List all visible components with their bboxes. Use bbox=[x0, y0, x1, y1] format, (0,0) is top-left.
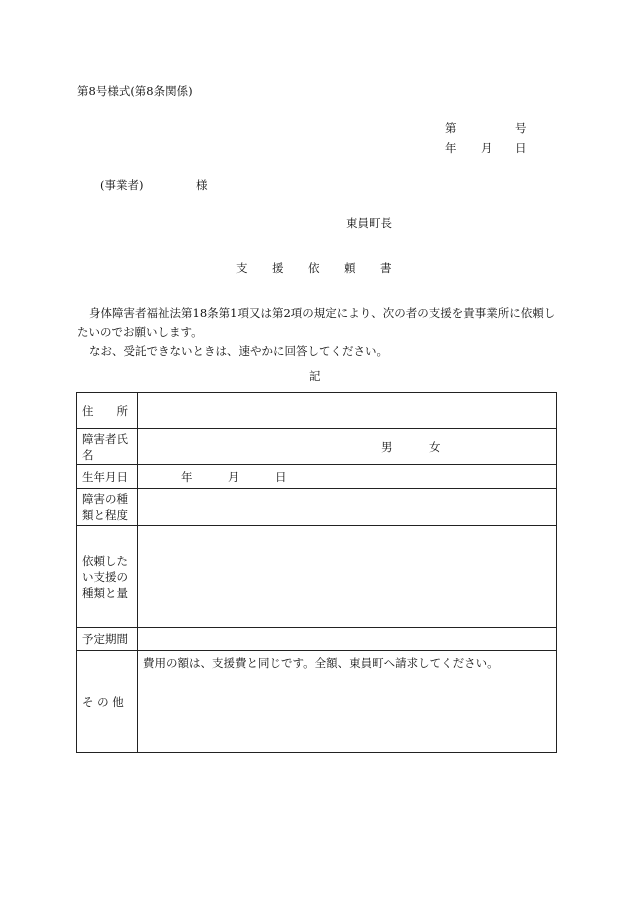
title-char: 援 bbox=[272, 261, 284, 275]
title-char: 依 bbox=[308, 261, 320, 275]
table-row bbox=[77, 651, 557, 753]
address-label: 住 所 bbox=[77, 393, 138, 429]
gender-male[interactable]: 男 bbox=[381, 439, 393, 454]
table-row bbox=[77, 465, 557, 489]
dob-month: 月 bbox=[228, 469, 240, 484]
form-number: 第8号様式(第8条関係) bbox=[77, 84, 193, 98]
dob-field[interactable] bbox=[138, 465, 557, 489]
table-row bbox=[77, 393, 557, 429]
ki-heading: 記 bbox=[309, 369, 321, 383]
other-text: 費用の額は、支援費と同じです。全額、東員町へ請求してください。 bbox=[143, 656, 499, 670]
dob-label: 生年月日 bbox=[77, 465, 138, 489]
recipient-honorific: 様 bbox=[196, 178, 208, 192]
date-month: 月 bbox=[481, 141, 493, 155]
period-field[interactable] bbox=[138, 628, 557, 651]
body-paragraph: なお、受託できないときは、速やかに回答してください。 bbox=[89, 344, 388, 358]
support-field[interactable] bbox=[138, 526, 557, 628]
name-field[interactable] bbox=[138, 429, 557, 465]
date-day: 日 bbox=[515, 141, 527, 155]
reference-dai: 第 bbox=[445, 121, 457, 135]
recipient-line bbox=[100, 178, 208, 193]
period-label: 予定期間 bbox=[77, 628, 138, 651]
table-row bbox=[77, 628, 557, 651]
disability-field[interactable] bbox=[138, 489, 557, 526]
body-text bbox=[77, 304, 557, 361]
dob-day: 日 bbox=[275, 469, 287, 484]
table-row bbox=[77, 429, 557, 465]
address-field[interactable] bbox=[138, 393, 557, 429]
recipient-label: (事業者) bbox=[100, 178, 144, 192]
table-row bbox=[77, 489, 557, 526]
title-char: 支 bbox=[236, 261, 248, 275]
request-form-table bbox=[76, 392, 557, 753]
date-year: 年 bbox=[445, 141, 457, 155]
title-char: 書 bbox=[380, 261, 392, 275]
title-char: 頼 bbox=[344, 261, 356, 275]
issuer: 東員町長 bbox=[346, 216, 392, 230]
other-label: そ の 他 bbox=[77, 651, 138, 753]
name-label: 障害者氏名 bbox=[77, 429, 138, 465]
body-paragraph: 身体障害者福祉法第18条第1項又は第2項の規定により、次の者の支援を貴事業所に依頼したいのでお願いします。 bbox=[77, 306, 556, 339]
reference-go: 号 bbox=[515, 121, 527, 135]
dob-year: 年 bbox=[181, 469, 193, 484]
support-label: 依頼したい支援の種類と量 bbox=[77, 526, 138, 628]
disability-label: 障害の種類と程度 bbox=[77, 489, 138, 526]
other-field[interactable] bbox=[138, 651, 557, 753]
gender-female[interactable]: 女 bbox=[429, 439, 441, 454]
table-row bbox=[77, 526, 557, 628]
